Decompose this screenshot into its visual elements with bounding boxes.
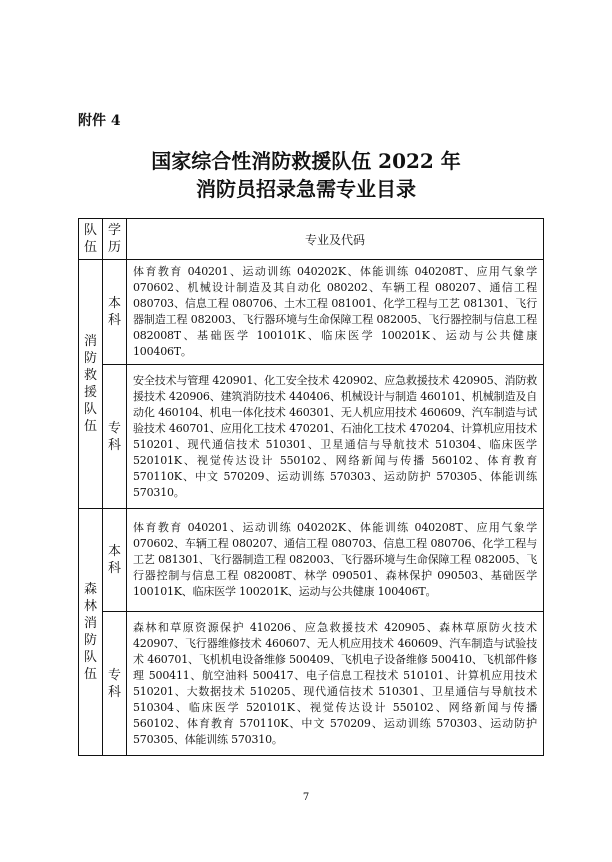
annex-label: 附件 4 — [78, 113, 121, 129]
education-cell: 本 科 — [103, 260, 127, 365]
education-cell: 专 科 — [103, 365, 127, 509]
header-education: 学 历 — [103, 219, 127, 260]
table-row — [79, 612, 544, 756]
page-title-line2: 消防员招录急需专业目录 — [196, 177, 416, 201]
table-row — [79, 260, 544, 365]
table-row — [79, 365, 544, 509]
header-team: 队 伍 — [79, 219, 103, 260]
team-cell-forest-fire: 森 林 消 防 队 伍 — [79, 509, 103, 756]
table-row — [79, 509, 544, 612]
majors-cell: 体育教育 040201、运动训练 040202K、体能训练 040208T、应用气象学 070602、机械设计制造及其自动化 080202、车辆工程 080207、通信工程 080703、信息工程 080706、土木工程 081001、化学工程与工艺 081301、飞行器制造工程 082003、飞行器环境与生命保障工程 082005、飞行器控制与信息工程 082008T、基础医学 100101K、临床医学 100201K、运动与公共健康 100406T。 — [127, 260, 544, 365]
education-cell: 本 科 — [103, 509, 127, 612]
majors-cell: 森林和草原资源保护 410206、应急救援技术 420905、森林草原防火技术 420907、飞行器维修技术 460607、无人机应用技术 460609、汽车制造与试验技术 460701、飞机机电设备维修 500409、飞机电子设备维修 500410、飞机部件修理 500411、航空油料 500417、电子信息工程技术 510101、计算机应用技术 510201、大数据技术 510205、现代通信技术 510301、卫星通信与导航技术 510304、临床医学 520101K、视觉传达设计 550102、网络新闻与传播 560102、体育教育 570110K、中文 570209、运动训练 570303、运动防护 570305、体能训练 570310。 — [127, 612, 544, 756]
table-header-row — [79, 219, 544, 260]
majors-table — [78, 218, 544, 756]
header-majors: 专业及代码 — [127, 219, 544, 260]
majors-cell: 安全技术与管理 420901、化工安全技术 420902、应急救援技术 420905、消防救援技术 420906、建筑消防技术 440406、机械设计与制造 460101、机械制造及自动化 460104、机电一体化技术 460301、无人机应用技术 460609、汽车制造与试验技术 460701、应用化工技术 470201、石油化工技术 470204、计算机应用技术 510201、现代通信技术 510301、卫星通信与导航技术 510304、临床医学 520101K、视觉传达设计 550102、网络新闻与传播 560102、体育教育 570110K、中文 570209、运动训练 570303、运动防护 570305、体能训练 570310。 — [127, 365, 544, 509]
team-cell-fire-rescue: 消 防 救 援 队 伍 — [79, 260, 103, 509]
majors-cell: 体育教育 040201、运动训练 040202K、体能训练 040208T、应用气象学 070602、车辆工程 080207、通信工程 080703、信息工程 080706、化学工程与工艺 081301、飞行器制造工程 082003、飞行器环境与生命保障工程 082005、飞行器控制与信息工程 082008T、林学 090501、森林保护 090503、基础医学 100101K、临床医学 100201K、运动与公共健康 100406T。 — [127, 509, 544, 612]
page-title-line1: 国家综合性消防救援队伍 2022 年 — [151, 149, 461, 173]
page-number: 7 — [302, 792, 310, 803]
education-cell: 专 科 — [103, 612, 127, 756]
